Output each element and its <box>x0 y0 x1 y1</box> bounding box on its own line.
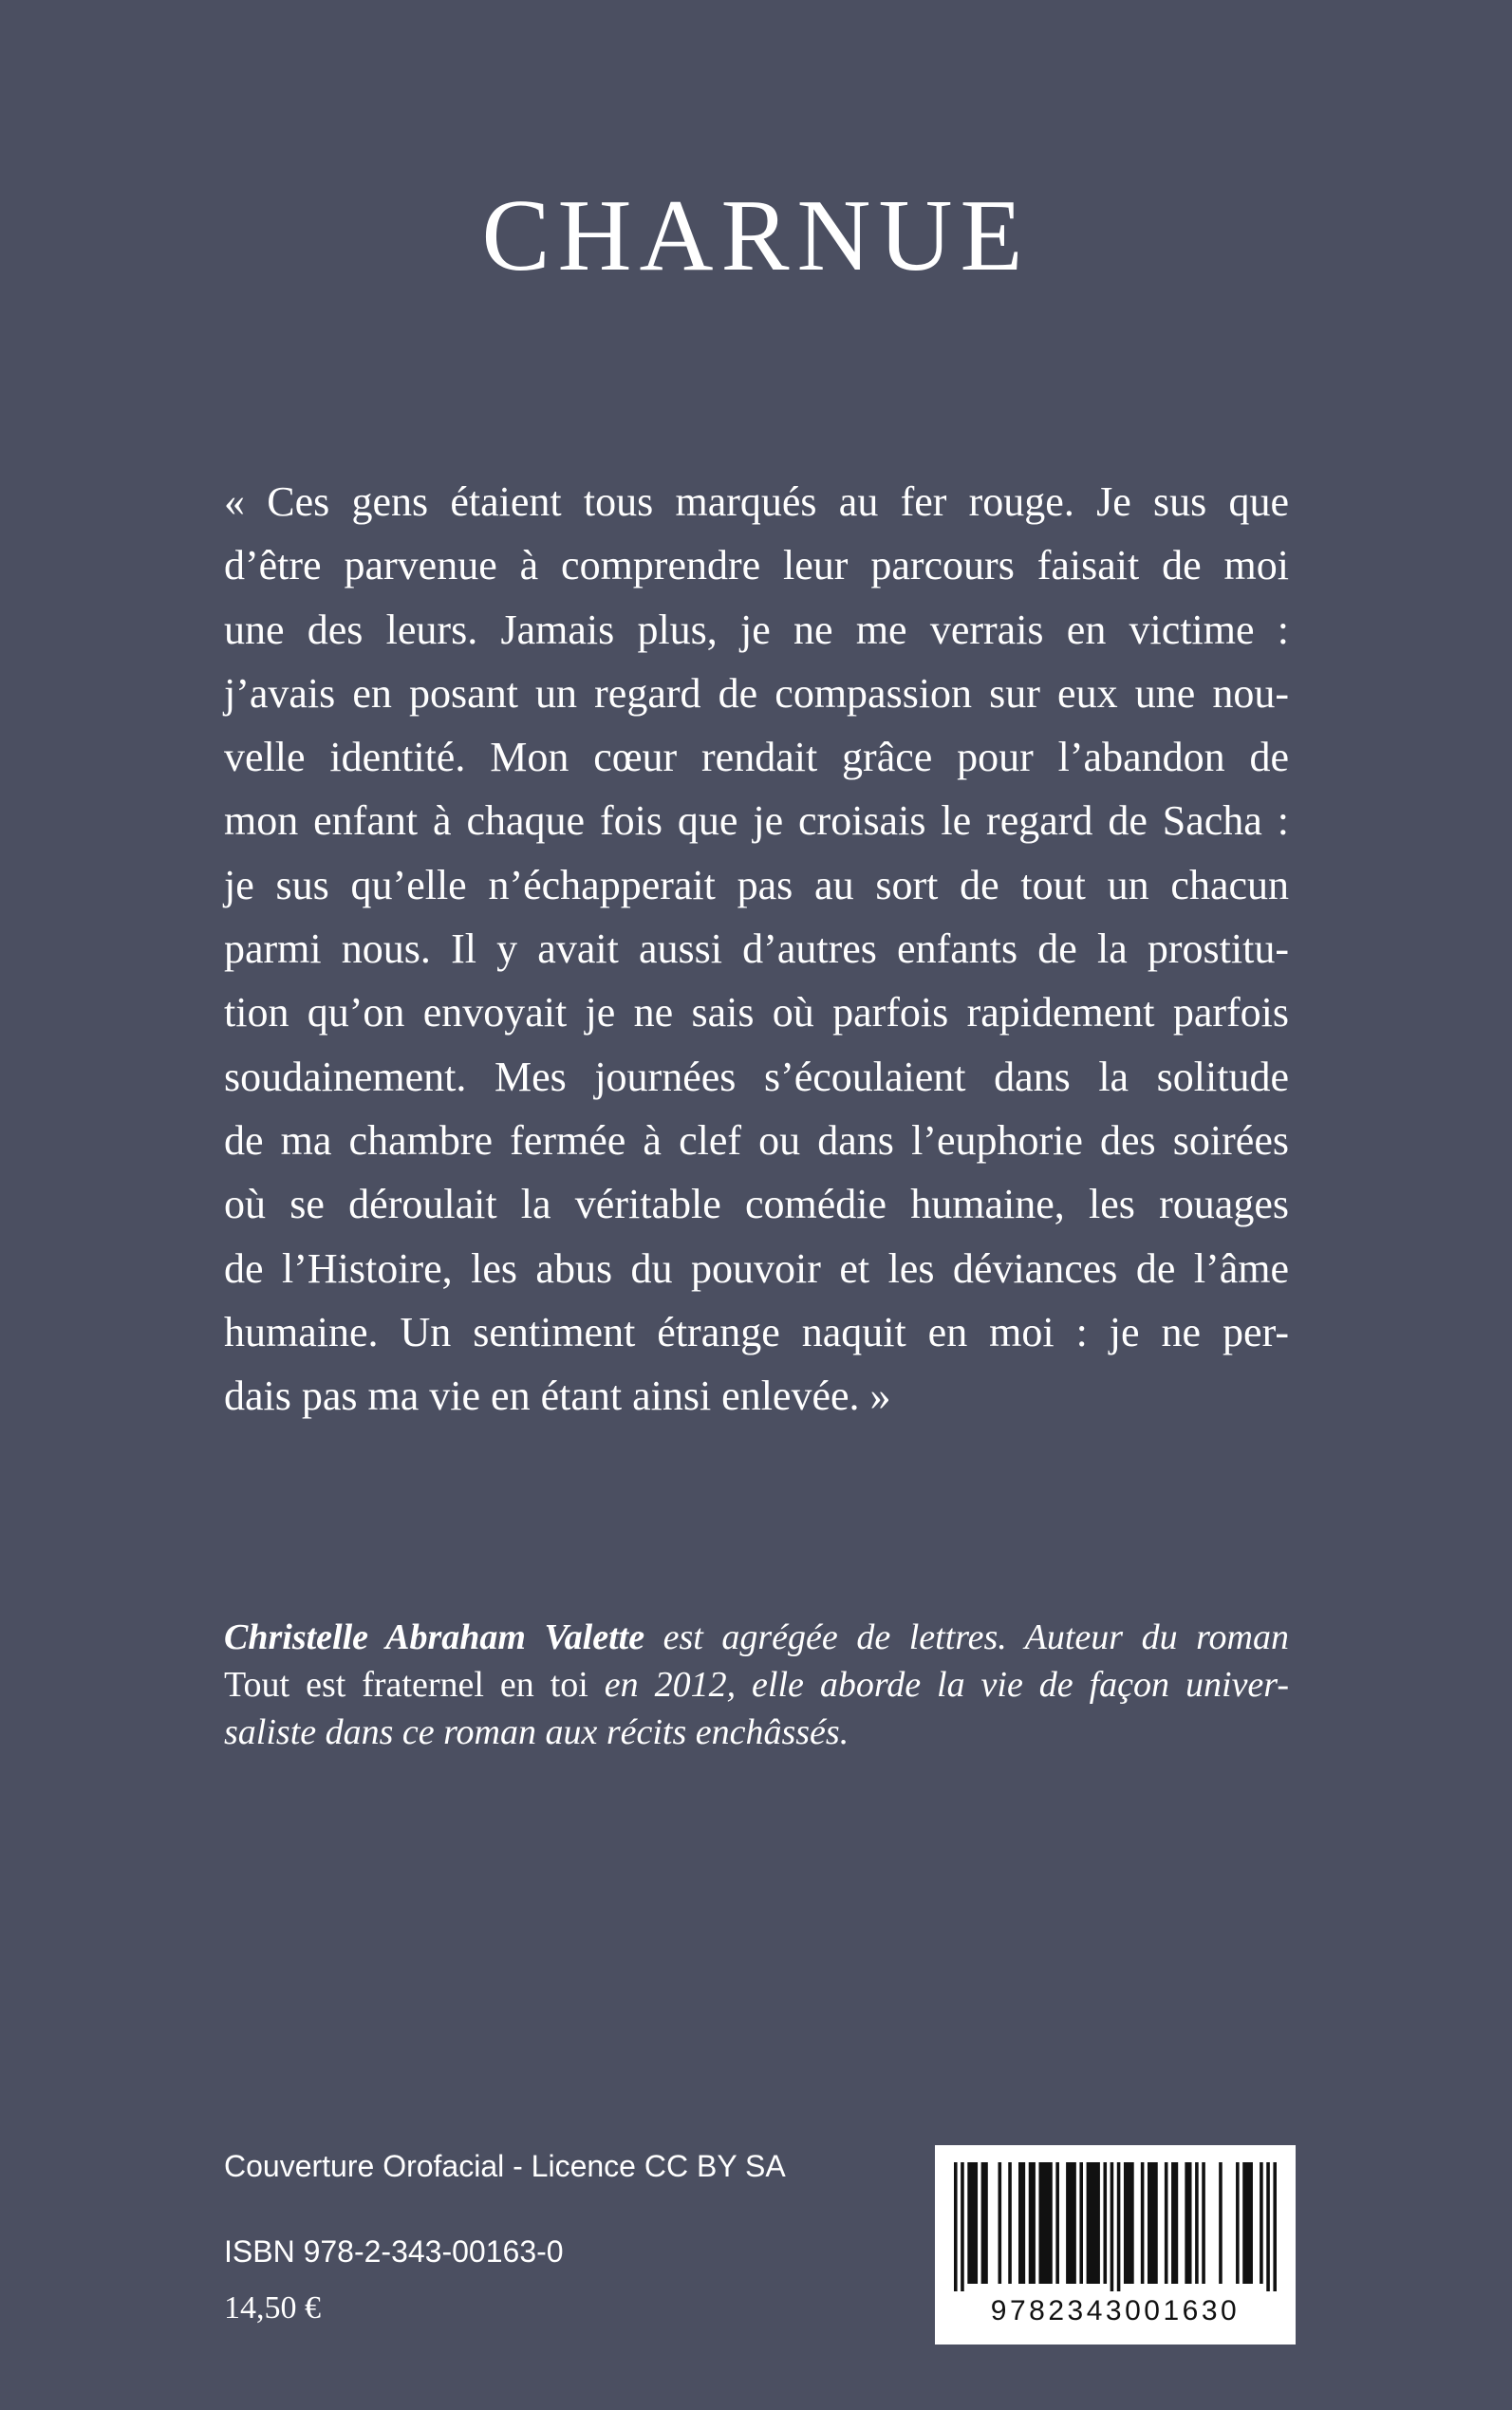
author-name: Christelle Abraham Valette <box>224 1617 645 1657</box>
barcode-bar <box>1079 2162 1083 2284</box>
excerpt-line: de ma chambre fermée à clef ou dans l’euphorie des soirées <box>224 1116 1289 1164</box>
excerpt-line: j’avais en posant un regard de compassion sur eux une nou- <box>224 669 1289 717</box>
excerpt-line: mon enfant à chaque fois que je croisais le regard de Sacha : <box>224 797 1289 845</box>
bio-line <box>224 1614 1289 1661</box>
barcode-bar <box>1219 2162 1223 2284</box>
barcode-bar <box>1141 2162 1145 2284</box>
excerpt-line: soudainement. Mes journées s’écoulaient dans la solitude <box>224 1053 1289 1100</box>
excerpt-line: parmi nous. Il y avait aussi d’autres enfants de la prostitu- <box>224 925 1289 973</box>
excerpt-line: dais pas ma vie en étant ainsi enlevée. » <box>224 1373 891 1420</box>
bio-text: en 2012, elle aborde la vie de façon univer- <box>588 1665 1289 1705</box>
excerpt-line: velle identité. Mon cœur rendait grâce pour l’abandon de <box>224 734 1289 781</box>
barcode-bar <box>1111 2162 1114 2291</box>
barcode-bar <box>1185 2162 1191 2284</box>
barcode-bar <box>1236 2162 1240 2284</box>
author-bio <box>224 1614 1289 1756</box>
excerpt-line: où se déroulait la véritable comédie humaine, les rouages <box>224 1181 1289 1228</box>
previous-book-title: Tout est fraternel en toi <box>224 1665 588 1705</box>
barcode-bar <box>1038 2162 1052 2284</box>
excerpt-line: tion qu’on envoyait je ne sais où parfois rapidement parfois <box>224 989 1289 1037</box>
barcode-bar <box>1148 2162 1158 2284</box>
cover-credits: Couverture Orofacial - Licence CC BY SA <box>224 2149 786 2183</box>
excerpt-line: une des leurs. Jamais plus, je ne me verrais en victime : <box>224 606 1289 653</box>
excerpt-line: d’être parvenue à comprendre leur parcours faisait de moi <box>224 542 1289 589</box>
barcode-bar <box>1195 2162 1199 2284</box>
barcode-bar <box>1165 2162 1168 2284</box>
barcode-bars <box>954 2162 1277 2291</box>
barcode-bar <box>967 2162 978 2284</box>
price: 14,50 € <box>224 2290 321 2326</box>
bio-line: saliste dans ce roman aux récits enchâssés. <box>224 1712 849 1752</box>
barcode-bar <box>954 2162 958 2291</box>
excerpt-line: « Ces gens étaient tous marqués au fer rouge. Je sus que <box>224 478 1289 525</box>
bio-text: est agrégée de lettres. Auteur du roman <box>644 1617 1289 1657</box>
barcode-bar <box>981 2162 988 2284</box>
barcode-bar <box>1018 2162 1025 2284</box>
barcode-bar <box>1260 2162 1263 2284</box>
barcode-bar <box>1202 2162 1205 2284</box>
barcode-bar <box>1117 2162 1121 2291</box>
barcode-bar <box>1273 2162 1277 2291</box>
barcode-bar <box>1242 2162 1253 2284</box>
excerpt-line: humaine. Un sentiment étrange naquit en moi : je ne per- <box>224 1308 1289 1355</box>
barcode <box>935 2145 1296 2345</box>
book-title: CHARNUE <box>481 179 1031 292</box>
barcode-bar <box>1103 2162 1107 2284</box>
barcode-bar <box>1055 2162 1059 2284</box>
excerpt-line: de l’Histoire, les abus du pouvoir et les déviances de l’âme <box>224 1244 1289 1292</box>
barcode-bar <box>1066 2162 1076 2284</box>
excerpt-line: je sus qu’elle n’échapperait pas au sort de tout un chacun <box>224 861 1289 908</box>
barcode-digits: 9782343001630 <box>990 2295 1241 2326</box>
barcode-bar <box>1029 2162 1036 2284</box>
barcode-bar <box>1087 2162 1100 2284</box>
barcode-bar <box>1008 2162 1012 2284</box>
barcode-bar <box>1171 2162 1178 2284</box>
bio-line <box>224 1661 1289 1709</box>
barcode-bar <box>1124 2162 1134 2284</box>
barcode-bar <box>999 2162 1002 2284</box>
barcode-bar <box>961 2162 964 2291</box>
excerpt-quote <box>224 470 1289 1428</box>
isbn-number: ISBN 978-2-343-00163-0 <box>224 2234 564 2269</box>
barcode-bar <box>1266 2162 1270 2291</box>
